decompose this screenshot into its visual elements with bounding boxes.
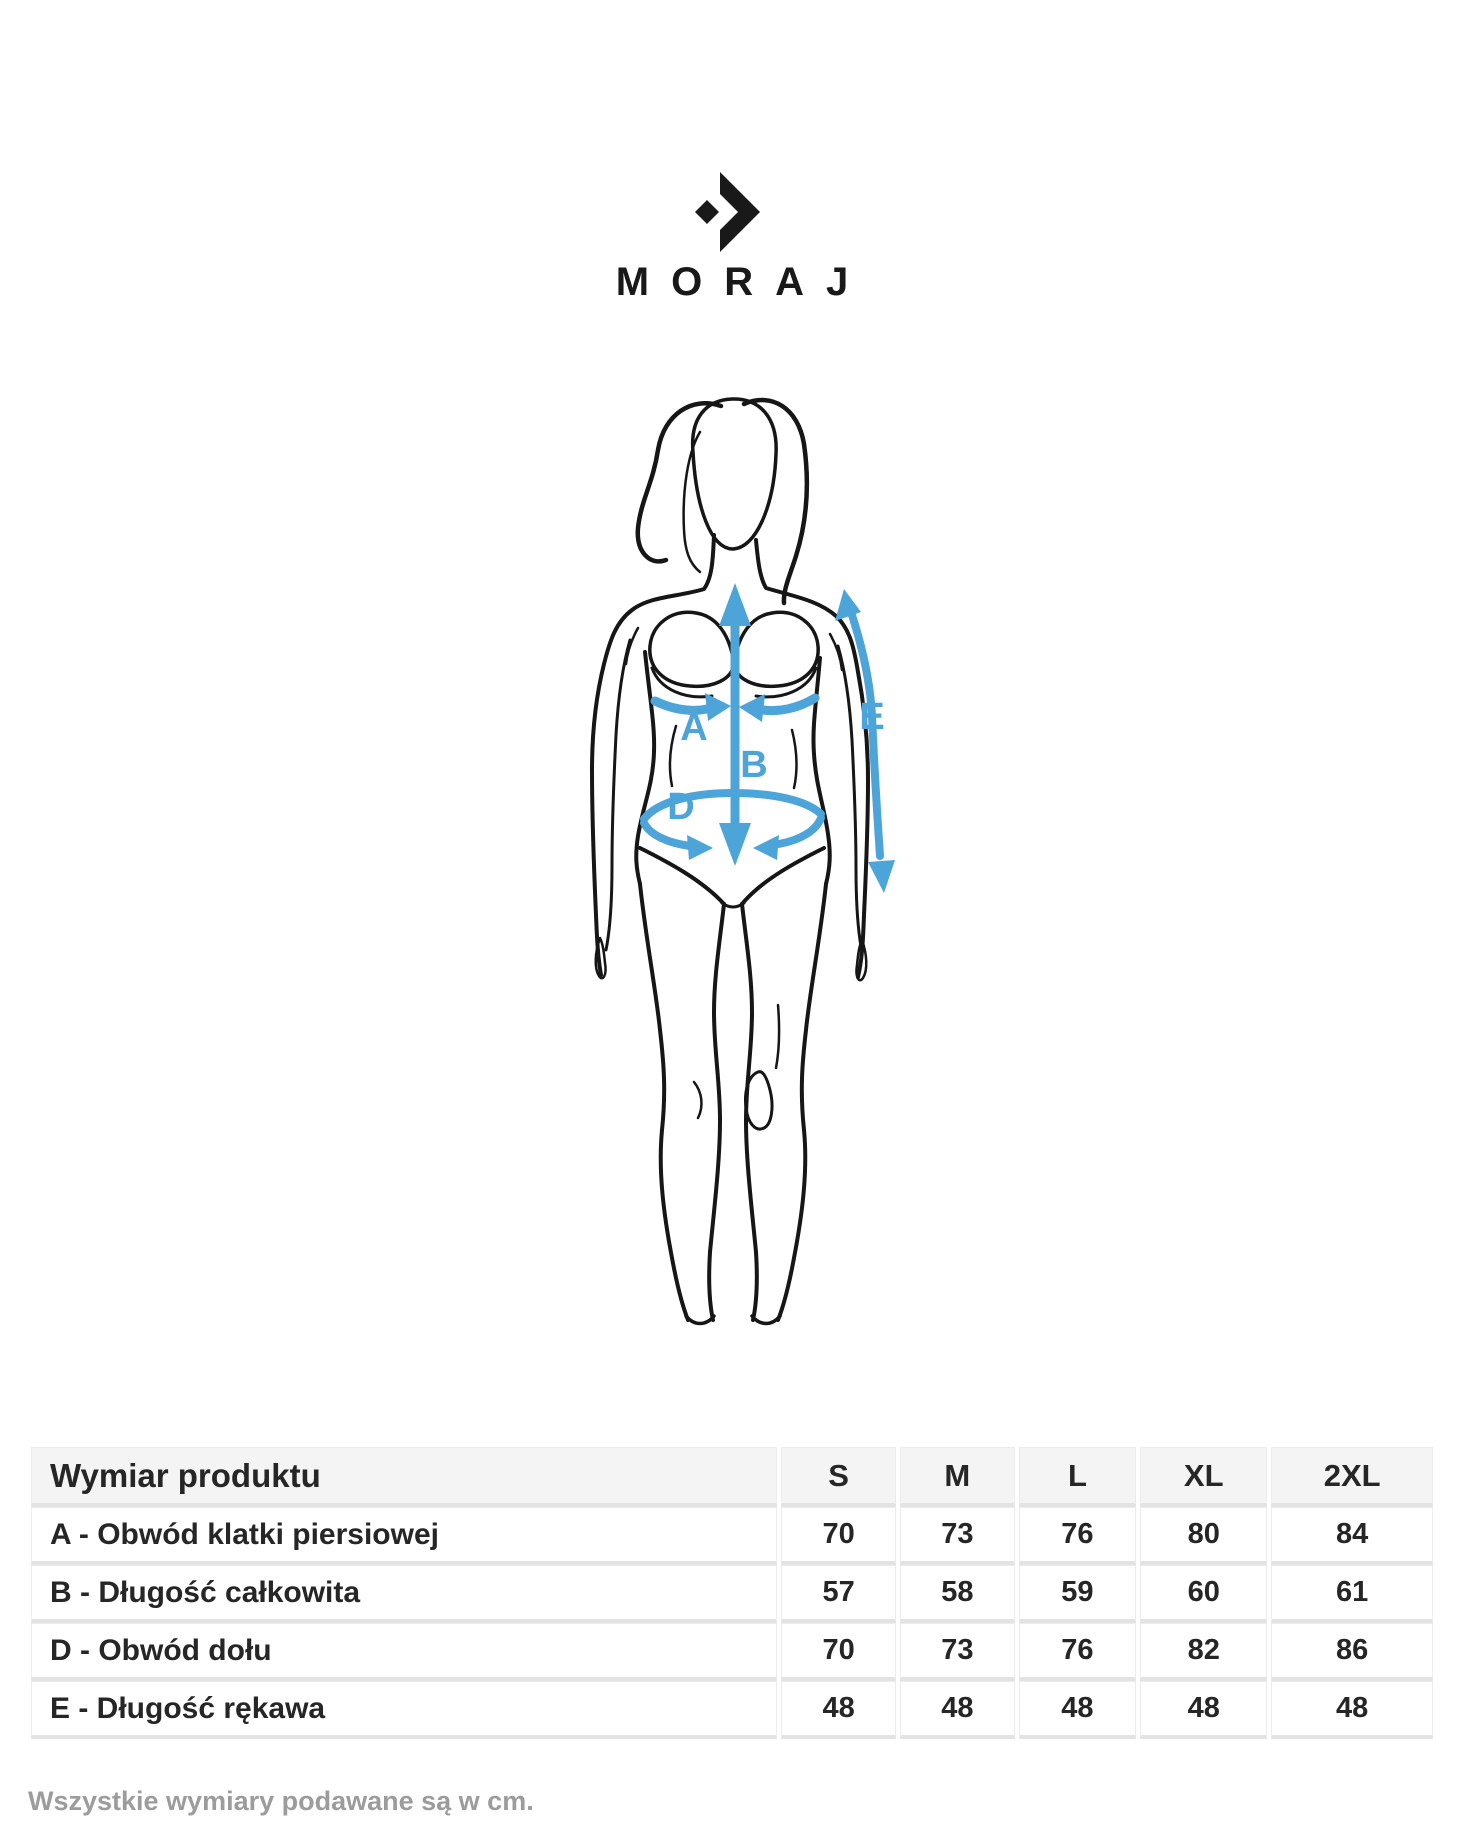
row-label: B - Długość całkowita: [31, 1565, 777, 1623]
label-D: D: [667, 786, 695, 828]
measurement-arrows: [644, 583, 895, 893]
col-header-s: S: [781, 1447, 896, 1507]
cell-value: 48: [900, 1681, 1015, 1739]
logo-chevron-shape: [720, 172, 760, 252]
brand-logo-icon: [694, 172, 770, 252]
table-row-total-length: [31, 1565, 1433, 1623]
arrow-B: [719, 583, 768, 866]
row-label: D - Obwód dołu: [31, 1623, 777, 1681]
cell-value: 59: [1019, 1565, 1136, 1623]
size-table-header-row: [31, 1447, 1433, 1507]
body-outline-illustration: [592, 399, 868, 1324]
col-header-xl: XL: [1140, 1447, 1267, 1507]
body-measurement-diagram: [550, 390, 920, 1335]
table-row-chest: [31, 1507, 1433, 1565]
logo-diamond-shape: [695, 200, 719, 224]
cell-value: 84: [1271, 1507, 1433, 1565]
col-header-l: L: [1019, 1447, 1136, 1507]
label-A: A: [680, 707, 708, 749]
table-row-bottom: [31, 1623, 1433, 1681]
cell-value: 60: [1140, 1565, 1267, 1623]
units-note: Wszystkie wymiary podawane są w cm.: [28, 1786, 534, 1816]
row-label: A - Obwód klatki piersiowej: [31, 1507, 777, 1565]
cell-value: 57: [781, 1565, 896, 1623]
cell-value: 86: [1271, 1623, 1433, 1681]
col-header-2xl: 2XL: [1271, 1447, 1433, 1507]
cell-value: 61: [1271, 1565, 1433, 1623]
cell-value: 82: [1140, 1623, 1267, 1681]
cell-value: 76: [1019, 1623, 1136, 1681]
cell-value: 73: [900, 1623, 1015, 1681]
cell-value: 80: [1140, 1507, 1267, 1565]
size-table: [27, 1447, 1437, 1739]
row-label: E - Długość rękawa: [31, 1681, 777, 1739]
cell-value: 73: [900, 1507, 1015, 1565]
cell-value: 48: [1019, 1681, 1136, 1739]
cell-value: 48: [1271, 1681, 1433, 1739]
label-B: B: [740, 744, 768, 786]
label-E: E: [859, 696, 885, 738]
cell-value: 70: [781, 1507, 896, 1565]
col-header-dimension: Wymiar produktu: [31, 1447, 777, 1507]
table-row-sleeve: [31, 1681, 1433, 1739]
brand-name: MORAJ: [615, 260, 871, 304]
cell-value: 70: [781, 1623, 896, 1681]
cell-value: 48: [781, 1681, 896, 1739]
cell-value: 58: [900, 1565, 1015, 1623]
col-header-m: M: [900, 1447, 1015, 1507]
cell-value: 76: [1019, 1507, 1136, 1565]
cell-value: 48: [1140, 1681, 1267, 1739]
